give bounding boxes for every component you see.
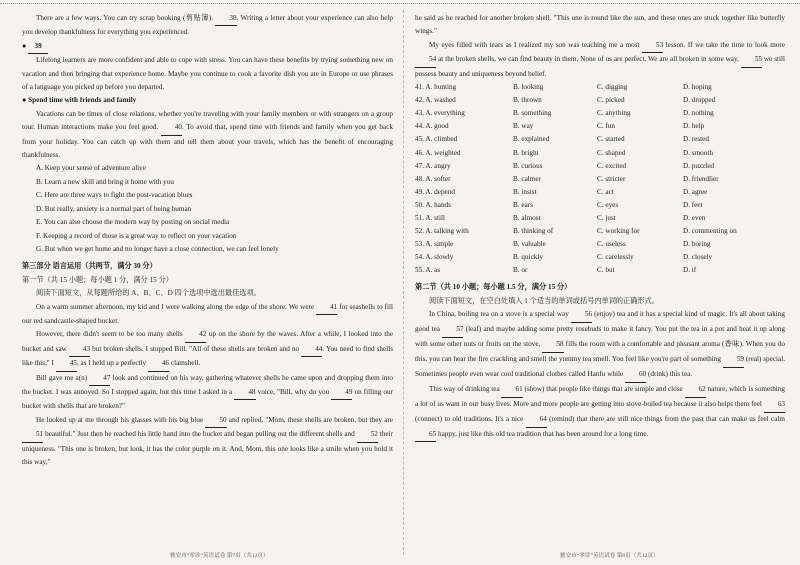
choice-option: D. rested bbox=[683, 135, 709, 144]
choice-option: C. working for bbox=[597, 227, 640, 236]
column-divider bbox=[403, 10, 404, 555]
choice-option: D. dropped bbox=[683, 96, 716, 105]
choice-option: 43. A. everything bbox=[415, 109, 465, 118]
paragraph-vacations: Vacations can be times of close relations, whether you're traveling with your family members or with strangers on a group tour. Human interactions make you feel good. 40. To avoid that, spend time with friends and family when you get back from your holiday. You can catch up with them and tell them about your travels, which has the benefit of encouraging thankfulness. bbox=[22, 109, 393, 160]
choice-option: 47. A. angry bbox=[415, 161, 451, 170]
choice-option: D. hoping bbox=[683, 83, 712, 92]
choice-option: C. shaped bbox=[597, 148, 626, 157]
choice-option: B. thrown bbox=[513, 96, 542, 105]
option-e: E. You can also choose the modern way by posting on social media bbox=[36, 218, 230, 227]
choice-option: 42. A. washed bbox=[415, 96, 456, 105]
story-paragraph-1: On a warm summer afternoon, my kid and I were walking along the edge of the shore. We were 41 for seashells to fill our red sandcastle-shaped bucket. bbox=[22, 302, 394, 325]
choice-option: C. useless bbox=[597, 240, 626, 249]
choice-option: 41. A. hunting bbox=[415, 83, 457, 92]
left-column bbox=[22, 12, 393, 469]
choice-option: B. curious bbox=[513, 161, 543, 170]
choice-option: C. but bbox=[597, 266, 615, 275]
choice-option: 51. A. still bbox=[415, 213, 445, 222]
tea-paragraph-1: In China, boiling tea on a stove is a special way 56 (enjoy) tea and it has a special kind of magic. It's all about taking good tea 57 (leaf) and maybe adding some pretty rosebuds to make it fancy. You put the tea in a pot and heat it up along with some other nuts or fruits on the stove, 58 fills the room with a comfortable and pleasant aroma (香味). When you do this, you can hear the fire crackling and smell the yummy tea smell. You feel like you're part of something 59 (real) special. Sometimes people even wear cool traditional clothes called Hanfu while 60 (drink) this tea. bbox=[415, 308, 785, 383]
choice-option: D. if bbox=[683, 266, 697, 275]
choice-option: B. something bbox=[513, 109, 552, 118]
part-three-title: 第三部分 语言运用（共两节，满分 30 分） bbox=[22, 262, 157, 271]
story-paragraph-6: My eyes filled with tears as I realized my son was teaching me a most 53 lesson. If we take the time to look more 54 at the broken shells, we can find beauty in them. None of us are perfect. We are all broken in some way, 55 we still possess beauty and uniqueness beyond belief. bbox=[415, 40, 785, 78]
choice-option: C. fun bbox=[597, 122, 615, 131]
choice-option: D. agree bbox=[683, 187, 708, 196]
choice-option: C. act bbox=[597, 187, 614, 196]
choice-option: B. way bbox=[513, 122, 534, 131]
option-c: C. Here are three ways to fight the post-vacation blues bbox=[36, 191, 193, 200]
section-two-instructions: 阅读下面短文，在空白处填入 1 个适当的单词或括号内单词的正确形式。 bbox=[429, 296, 660, 305]
choice-option: 54. A. slowly bbox=[415, 253, 454, 262]
choice-option: C. digging bbox=[597, 83, 628, 92]
option-g: G. But when we get home and no longer have a close connection, we can feel lonely bbox=[36, 244, 279, 253]
choice-option: D. puzzled bbox=[683, 161, 715, 170]
choice-option: B. ears bbox=[513, 200, 533, 209]
footer-page-7: 雅安市“零诊”英语试卷 第7页（共12页） bbox=[170, 553, 269, 559]
choice-option: B. looking bbox=[513, 83, 544, 92]
choice-option: 46. A. weighted bbox=[415, 148, 461, 157]
tea-paragraph-2: This way of drinking tea 61 (show) that people like things that are simple and close 62 nature, which is something a lot of us want in our busy lives. More and more people are getting into stove-boiled tea because it also helps them feel 63 (connect) to old traditions. It's a nice 64 (remind) that there are still nice things from the past that can make us feel calm 65 happy, just like this old tea tradition that has been around for a long time. bbox=[415, 383, 785, 443]
choice-option: C. anything bbox=[597, 109, 631, 118]
choice-option: 49. A. depend bbox=[415, 187, 455, 196]
choice-option: D. friendlier bbox=[683, 174, 719, 183]
blank-39-heading: ● 39 bbox=[22, 40, 393, 54]
choice-option: B. explained bbox=[513, 135, 550, 144]
choice-option: C. just bbox=[597, 213, 616, 222]
option-b: B. Learn a new skill and bring it home with you bbox=[36, 177, 174, 186]
choice-option: C. started bbox=[597, 135, 625, 144]
paragraph-lifelong: Lifelong learners are more confident and able to cope with stress. You can have these benefits by trying something new on vacation and then bringing that experience home. Maybe you continue to cook a favorite dish you ate in Europe or use phrases of a language you picked up before you departed. bbox=[22, 56, 393, 92]
option-f: F. Keeping a record of those is a great way to reflect on your vacation bbox=[36, 231, 237, 240]
choice-option: D. smooth bbox=[683, 148, 713, 157]
story-paragraph-4: He looked up at me through his glasses with his big blue 50 and replied, "Mom, these shells are broken, but they are 51 beautiful." Just then he reached his little hand into the bucket and began pulling out the different shells and 52 their uniqueness. "This one is broken, but look, it has the color purple on it. And, Mom, this one looks like a smile when you hold it this way," bbox=[22, 415, 393, 466]
section-one-title: 第一节（共 15 小题；每小题 1 分，满分 15 分） bbox=[22, 275, 173, 284]
choice-option: B. bright bbox=[513, 148, 539, 157]
choice-option: D. even bbox=[683, 213, 706, 222]
choice-option: B. thinking of bbox=[513, 227, 554, 236]
right-column bbox=[415, 12, 785, 442]
choice-option: C. eyes bbox=[597, 200, 619, 209]
story-paragraph-2: However, there didn't seem to be too many shells 42 up on the shore by the waves. After a while, I looked into the bucket and saw 43 but broken shells. I stopped Bill. "All of these shells are broken and no 44. You need to find shells like this," I 45, as I held up a perfectly 46 clamshell. bbox=[22, 328, 393, 371]
choice-option: 48. A. softer bbox=[415, 174, 451, 183]
story-paragraph-5: he said as he reached for another broken shell. "This one is round like the sun, and these ones are stuck together like butterfly wings." bbox=[415, 14, 785, 36]
section-one-instructions: 阅读下面短文，从每题所给的 A、B、C、D 四个选项中选出最佳选项。 bbox=[36, 289, 261, 298]
choice-option: 44. A. good bbox=[415, 122, 449, 131]
choice-option: 55. A. as bbox=[415, 266, 441, 275]
choice-option: 50. A. hands bbox=[415, 200, 451, 209]
choice-option: B. insist bbox=[513, 187, 537, 196]
choice-option: 53. A. simple bbox=[415, 240, 454, 249]
section-heading-friends: ● Spend time with friends and family bbox=[22, 96, 137, 105]
choice-option: C. excited bbox=[597, 161, 627, 170]
top-border bbox=[0, 3, 800, 4]
section-two-title: 第二节（共 10 小题；每小题 1.5 分，满分 15 分） bbox=[415, 283, 572, 292]
option-d: D. But really, anxiety is a normal part of being human bbox=[36, 204, 192, 213]
option-a: A. Keep your sense of adventure alive bbox=[36, 164, 146, 173]
choice-option: B. calmer bbox=[513, 174, 541, 183]
story-paragraph-3: Bill gave me a(n) 47 look and continued on his way, gathering whatever shells he came upon and dropping them into the bucket. I was annoyed. So I stopped again, but this time I asked in a 48 voice, "Bill, why do you 49 on filling our bucket with shells that are broken?" bbox=[22, 373, 393, 411]
choice-option: D. boring bbox=[683, 240, 711, 249]
choice-option: D. closely bbox=[683, 253, 713, 262]
choice-option: D. commenting on bbox=[683, 227, 737, 236]
footer-page-8: 雅安市“零诊”英语试卷 第8页（共12页） bbox=[560, 553, 659, 559]
choice-option: 45. A. climbed bbox=[415, 135, 458, 144]
choices-table bbox=[415, 81, 785, 277]
choice-option: B. or bbox=[513, 266, 528, 275]
choice-option: C. picked bbox=[597, 96, 625, 105]
choice-option: D. nothing bbox=[683, 109, 714, 118]
choice-option: 52. A. talking with bbox=[415, 227, 469, 236]
choice-option: C. stricter bbox=[597, 174, 626, 183]
choice-option: B. quickly bbox=[513, 253, 543, 262]
choice-option: C. carelessly bbox=[597, 253, 634, 262]
choice-option: D. help bbox=[683, 122, 705, 131]
choice-option: D. feet bbox=[683, 200, 703, 209]
choice-option: B. almost bbox=[513, 213, 541, 222]
choice-option: B. valuable bbox=[513, 240, 546, 249]
paragraph-scrapbook: There are a few ways. You can try scrap booking (剪贴簿). 38. Writing a letter about your experience can also help you develop thankfulness for everything you experienced. bbox=[22, 14, 393, 37]
